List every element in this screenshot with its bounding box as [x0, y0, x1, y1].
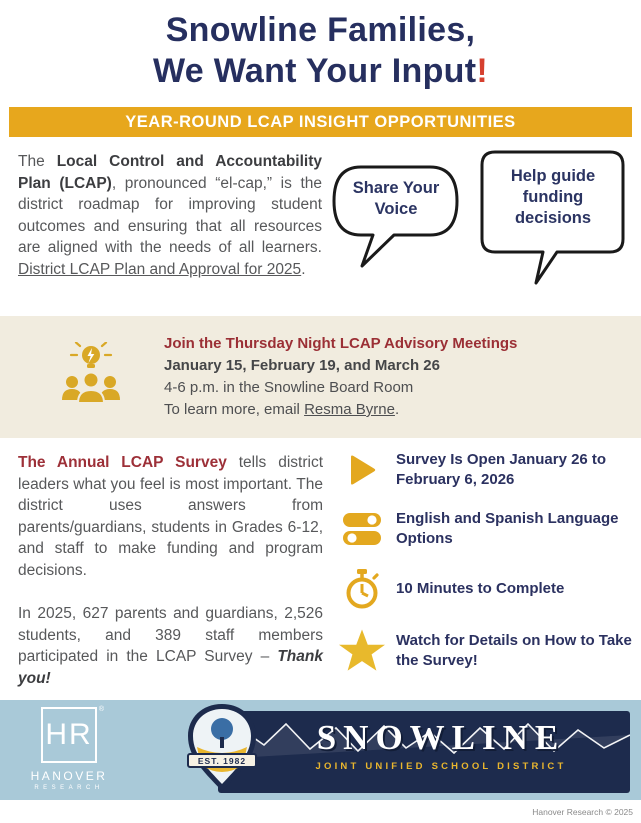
hanover-name: HANOVER [30, 769, 108, 783]
intro-pre: The [18, 153, 57, 170]
lcap-plan-link[interactable]: District LCAP Plan and Approval for 2025 [18, 260, 302, 278]
intro-mid: , pronounced “el-cap,” is the district roadmap for improving student outcomes and ensuring that all resources are aligned with the needs of all learners. [18, 174, 323, 256]
survey-paragraph-1 [18, 452, 323, 581]
survey-thanks: Thank you! [18, 648, 323, 687]
meetings-dates: January 15, February 19, and March 26 [164, 357, 440, 374]
title-line2: We Want Your Input [153, 51, 477, 90]
fact-languages [338, 509, 634, 549]
email-link[interactable]: Resma Byrne [304, 401, 395, 418]
survey-p1-rest: tells district leaders what you feel is most important. The district uses answers from parents/guardians, students in Grades 6-12, and staff to make funding and program decisions. [18, 454, 323, 579]
speech-bubble-funding [477, 147, 629, 289]
survey-paragraph-2 [18, 603, 323, 689]
speech-bubble-share-voice [329, 162, 463, 272]
hanover-monogram: HR [45, 718, 93, 751]
meetings-section [0, 316, 641, 438]
fact-text: English and Spanish Language Options [396, 510, 619, 547]
survey-lead: The Annual LCAP Survey [18, 454, 227, 471]
meetings-text-block [164, 333, 517, 421]
contact-pre: To learn more, email [164, 401, 305, 418]
intro-paragraph [18, 151, 322, 280]
survey-facts-list [338, 450, 634, 692]
snowline-name: SNOWLINE [316, 718, 566, 757]
intro-bold: Local Control and Accountability Plan (LCAP) [18, 153, 323, 192]
toggles-icon [338, 511, 386, 547]
hanover-subtitle: RESEARCH [34, 785, 104, 791]
bubble-text: Help guide funding decisions [510, 167, 596, 228]
contact-post: . [394, 401, 400, 418]
fact-duration [338, 568, 634, 610]
section-banner [9, 107, 632, 137]
play-icon [338, 453, 386, 487]
snowline-subtitle: JOINT UNIFIED SCHOOL DISTRICT [315, 761, 567, 772]
meetings-heading: Join the Thursday Night LCAP Advisory Meetings [164, 335, 518, 352]
fact-text: 10 Minutes to Complete [396, 580, 565, 597]
hanover-monogram-icon [41, 706, 106, 763]
fact-watch-details [338, 629, 634, 673]
survey-p2-text: In 2025, 627 parents and guardians, 2,526 students, and 389 staff members participated in the LCAP Survey – [18, 605, 323, 665]
fact-survey-open [338, 450, 634, 490]
people-lightbulb-icon [54, 342, 128, 413]
star-icon [338, 629, 386, 673]
stopwatch-icon [338, 568, 386, 610]
banner-text: YEAR-ROUND LCAP INSIGHT OPPORTUNITIES [125, 113, 516, 131]
fact-text: Watch for Details on How to Take the Survey! [396, 632, 632, 669]
hanover-research-logo [26, 707, 112, 791]
meetings-contact [164, 399, 517, 421]
registered-mark: ® [98, 706, 106, 713]
crest-est-text: EST. 1982 [197, 756, 247, 766]
survey-paragraphs [18, 452, 323, 689]
fact-text: Survey Is Open January 26 to February 6, 2026 [396, 451, 607, 488]
snowline-banner [218, 711, 630, 793]
meetings-location: 4-6 p.m. in the Snowline Board Room [164, 379, 414, 396]
title-line1: Snowline Families, [165, 11, 476, 49]
page-title [0, 10, 641, 92]
intro-post: . [301, 260, 306, 278]
title-exclaim: ! [476, 51, 488, 90]
copyright-text: Hanover Research © 2025 [532, 807, 633, 817]
bubble-text: Share Your Voice [352, 179, 440, 219]
snowline-crest-icon [183, 701, 261, 795]
